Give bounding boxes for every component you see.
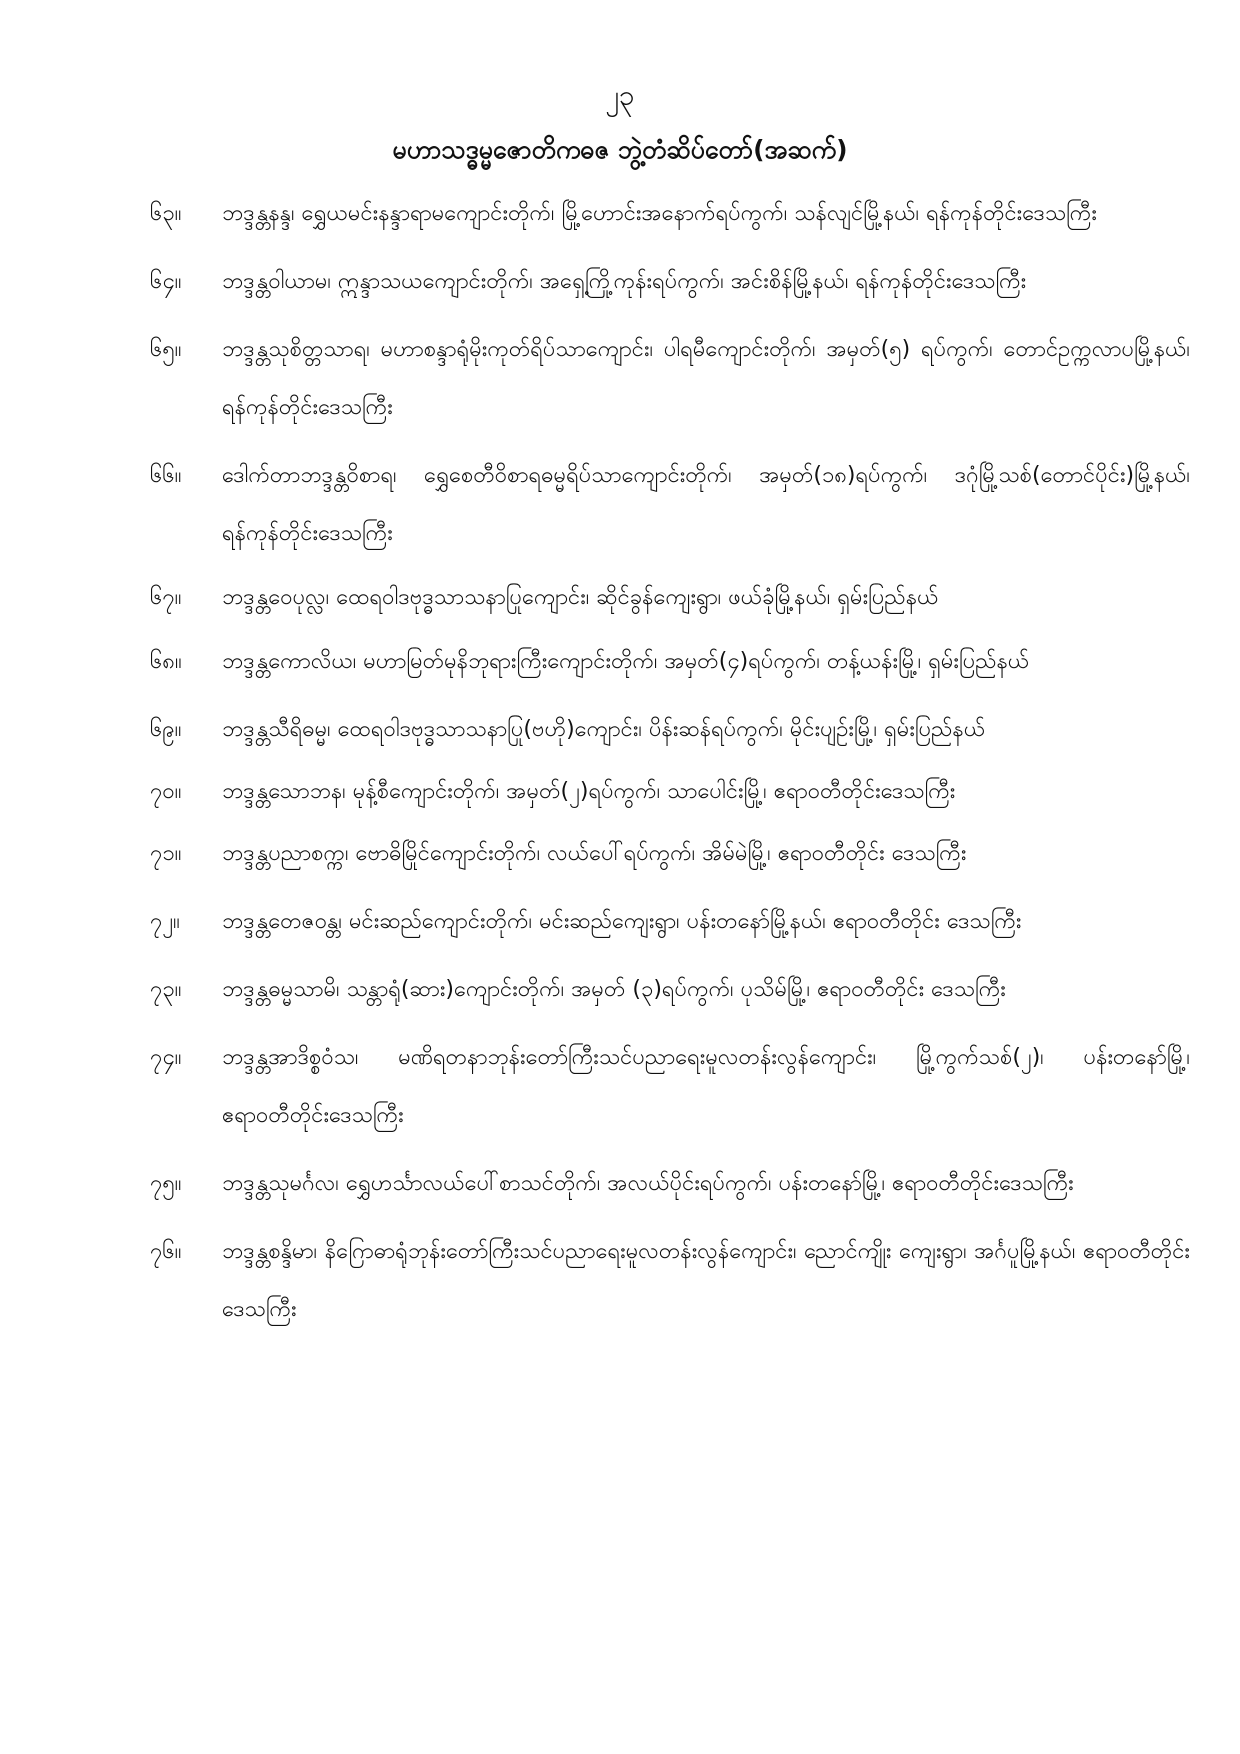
list-item bbox=[150, 253, 1190, 311]
entry-text: ဘဒ္ဒန္တပညာစက္က၊ ဗောဓိမြိုင်ကျောင်းတိုက်၊ လယ်ပေါ်ရပ်ကွက်၊ အိမ်မဲမြို့၊ ဧရာဝတီတိုင်း ဒေသကြီး bbox=[222, 841, 967, 866]
entry-text: ဘဒ္ဒန္တဝေပုလ္လ၊ ထေရဝါဒဗုဒ္ဓသာသနာပြုကျောင်း၊ ဆိုင်ခွန်ကျေးရွာ၊ ဖယ်ခုံမြို့နယ်၊ ရှမ်းပြည်နယ် bbox=[222, 585, 939, 610]
entry-list bbox=[150, 185, 1190, 1339]
list-item bbox=[150, 185, 1190, 243]
entry-number: ၇၆။ bbox=[150, 1239, 182, 1264]
list-item bbox=[150, 763, 1190, 821]
entry-number: ၇၀။ bbox=[150, 779, 182, 804]
entry-number: ၆၅။ bbox=[150, 337, 182, 362]
entry-number: ၇၅။ bbox=[150, 1171, 182, 1196]
entry-text: ဘဒ္ဒန္တကောလိယ၊ မဟာမြတ်မုနိဘုရားကြီးကျောင်းတိုက်၊ အမှတ်(၄)ရပ်ကွက်၊ တန့်ယန်းမြို့၊ ရှမ်းပြည်နယ် bbox=[222, 649, 1030, 674]
list-item bbox=[150, 825, 1190, 883]
entry-text: ဘဒ္ဒန္တအာဒိစ္စဝံသ၊ မဏိရတနာဘုန်းတော်ကြီးသင်ပညာရေးမူလတန်းလွန်ကျောင်း၊ မြို့ကွက်သစ်(၂)၊ ပန်းတနော်မြို့၊ ဧရာဝတီတိုင်းဒေသကြီး bbox=[222, 1045, 1190, 1128]
entry-text: ဘဒ္ဒန္တစန္ဒိမာ၊ နိဂြောဓာရုံဘုန်းတော်ကြီးသင်ပညာရေးမူလတန်းလွန်ကျောင်း၊ ညောင်ကျိုး ကျေးရွာ၊ အင်္ဂပူမြို့နယ်၊ ဧရာဝတီတိုင်းဒေသကြီး bbox=[222, 1239, 1190, 1322]
list-item bbox=[150, 961, 1190, 1019]
entry-number: ၆၇။ bbox=[150, 585, 182, 610]
entry-number: ၇၄။ bbox=[150, 1045, 182, 1070]
list-item bbox=[150, 893, 1190, 951]
list-item bbox=[150, 569, 1190, 627]
entry-text: ဘဒ္ဒန္တနန္ဒ၊ ရွှေယမင်းနန္ဒာရာမကျောင်းတိုက်၊ မြို့ဟောင်းအနောက်ရပ်ကွက်၊ သန်လျင်မြို့နယ်၊ ရန်ကုန်တိုင်းဒေသကြီး bbox=[222, 201, 1097, 226]
entry-text: ဘဒ္ဒန္တဝါယာမ၊ ဣန္ဒာသယကျောင်းတိုက်၊ အရှေ့ကြို့ကုန်းရပ်ကွက်၊ အင်းစိန်မြို့နယ်၊ ရန်ကုန်တိုင်းဒေသကြီး bbox=[222, 269, 1027, 294]
list-item bbox=[150, 447, 1190, 563]
entry-text: ဘဒ္ဒန္တသုမင်္ဂလ၊ ရွှေဟင်္သာလယ်ပေါ်စာသင်တိုက်၊ အလယ်ပိုင်းရပ်ကွက်၊ ပန်းတနော်မြို့၊ ဧရာဝတီတိုင်းဒေသကြီး bbox=[222, 1171, 1074, 1196]
entry-text: ဘဒ္ဒန္တသောဘန၊ မုန့်စီကျောင်းတိုက်၊ အမှတ်(၂)ရပ်ကွက်၊ သာပေါင်းမြို့၊ ဧရာဝတီတိုင်းဒေသကြီး bbox=[222, 779, 956, 804]
list-item bbox=[150, 1155, 1190, 1213]
entry-number: ၇၁။ bbox=[150, 841, 182, 866]
entry-text: ဘဒ္ဒန္တသုစိတ္တသာရ၊ မဟာစန္ဒာရုံမိုးကုတ်ရိပ်သာကျောင်း၊ ပါရမီကျောင်းတိုက်၊ အမှတ်(၅) ရပ်ကွက်၊ တောင်ဥက္ကလာပမြို့နယ်၊ ရန်ကုန်တိုင်းဒေသကြီး bbox=[222, 337, 1190, 420]
entry-number: ၆၉။ bbox=[150, 717, 182, 742]
entry-number: ၆၆။ bbox=[150, 463, 182, 488]
list-item bbox=[150, 633, 1190, 691]
entry-number: ၆၃။ bbox=[150, 201, 182, 226]
entry-text: ဒေါက်တာဘဒ္ဒန္တဝိစာရ၊ ရွှေစေတီဝိစာရဓမ္မရိပ်သာကျောင်းတိုက်၊ အမှတ်(၁၈)ရပ်ကွက်၊ ဒဂုံမြို့သစ်(တောင်ပိုင်း)မြို့နယ်၊ ရန်ကုန်တိုင်းဒေသကြီး bbox=[222, 463, 1190, 546]
list-item bbox=[150, 1029, 1190, 1145]
page-number: ၂၃ bbox=[605, 79, 635, 112]
entry-number: ၇၃။ bbox=[150, 977, 182, 1002]
entry-number: ၇၂။ bbox=[150, 909, 180, 934]
entry-number: ၆၄။ bbox=[150, 269, 182, 294]
entry-text: ဘဒ္ဒန္တသီရိဓမ္မ၊ ထေရဝါဒဗုဒ္ဓသာသနာပြု(ဗဟို)ကျောင်း၊ ပိန်းဆန်ရပ်ကွက်၊ မိုင်းပျဉ်းမြို့၊ ရှမ်းပြည်နယ် bbox=[222, 717, 986, 742]
list-item bbox=[150, 1223, 1190, 1339]
list-item bbox=[150, 701, 1190, 759]
list-item bbox=[150, 321, 1190, 437]
entry-text: ဘဒ္ဒန္တတေဇဝန္တ၊ မင်းဆည်ကျောင်းတိုက်၊ မင်းဆည်ကျေးရွာ၊ ပန်းတနော်မြို့နယ်၊ ဧရာဝတီတိုင်း ဒေသကြီး bbox=[222, 909, 1022, 934]
entry-text: ဘဒ္ဒန္တဓမ္မသာမိ၊ သန္တာရုံ(ဆား)ကျောင်းတိုက်၊ အမှတ် (၃)ရပ်ကွက်၊ ပုသိမ်မြို့၊ ဧရာဝတီတိုင်း ဒေသကြီး bbox=[222, 977, 1006, 1002]
entry-number: ၆၈။ bbox=[150, 649, 182, 674]
page-title: မဟာသဒ္ဓမ္မဇောတိကဓဇ ဘွဲ့တံဆိပ်တော်(အဆက်) bbox=[392, 135, 848, 164]
